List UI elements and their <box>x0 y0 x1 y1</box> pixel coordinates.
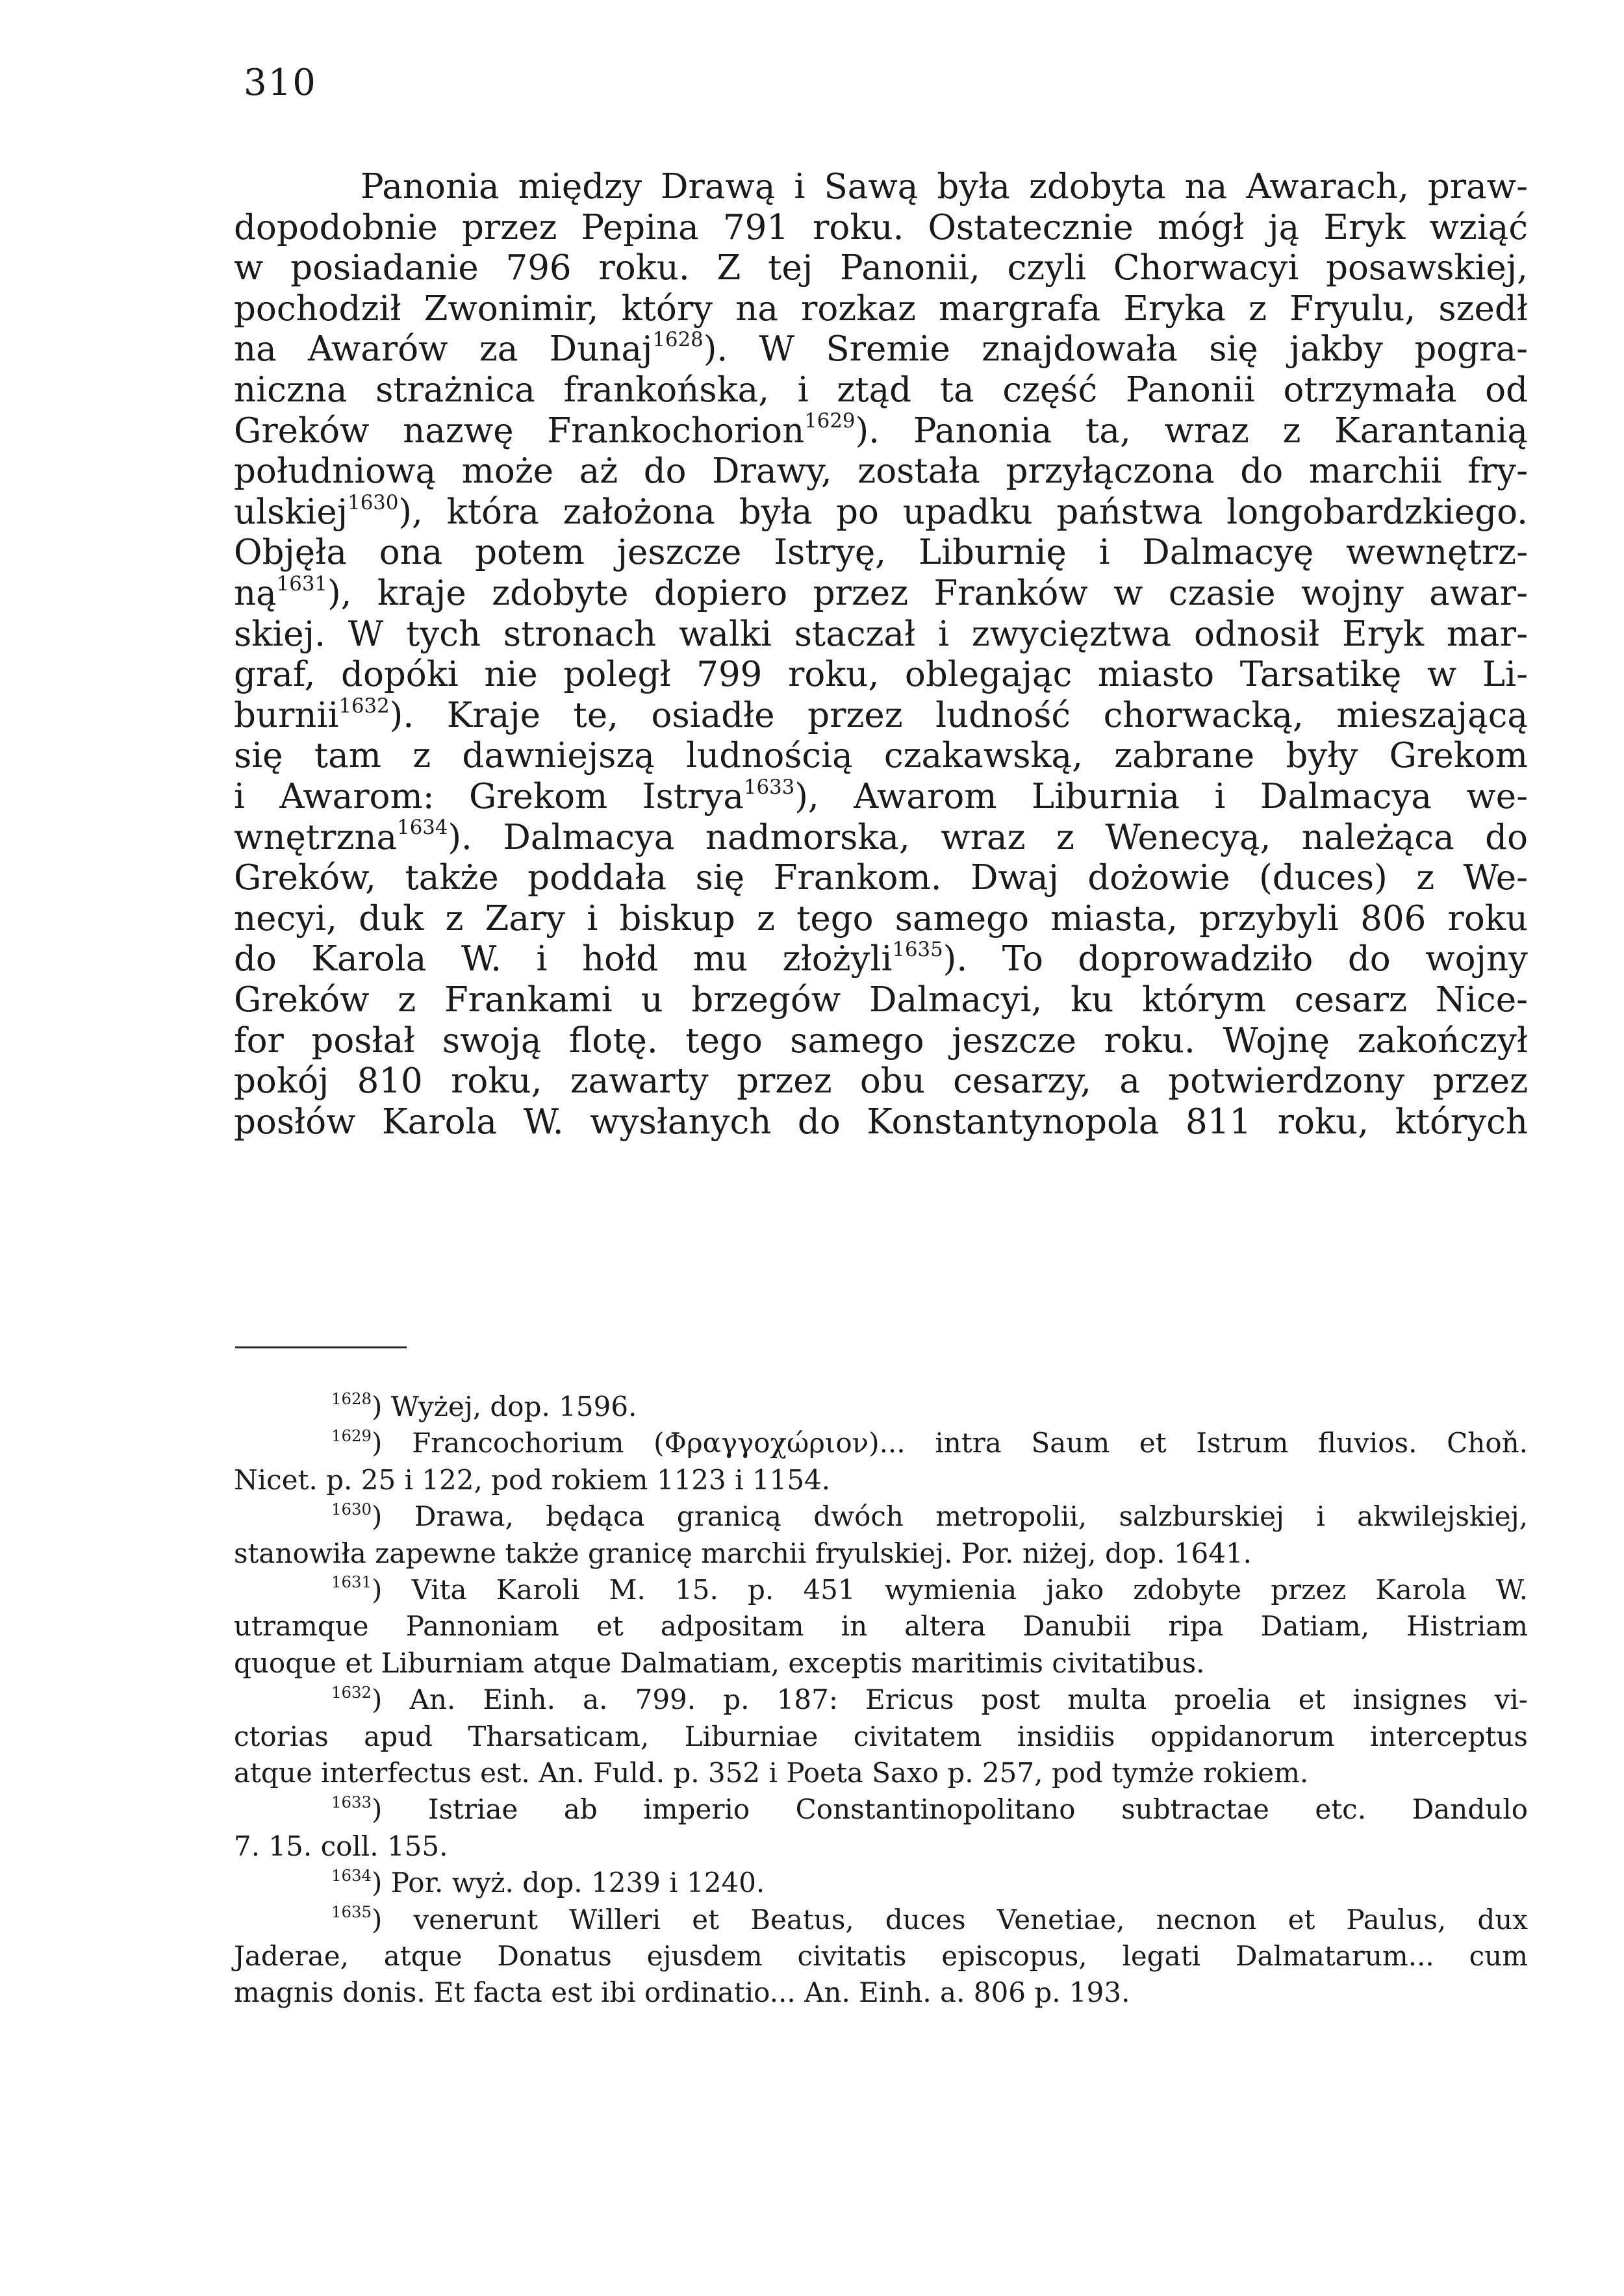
text-segment: Nicet. p. 25 i 122, pod rokiem 1123 i 1154. <box>234 1463 831 1496</box>
body-line <box>234 859 1528 898</box>
fn-line <box>331 1574 1528 1606</box>
footnote-ref: 1635 <box>892 938 943 962</box>
text-segment: południową może aż do Drawy, została przyłączona do marchii fry- <box>234 451 1528 492</box>
body-line <box>234 900 1528 939</box>
body-line <box>234 452 1528 491</box>
footnote-number: 1628 <box>331 1389 372 1409</box>
fn-line <box>331 1904 1528 1936</box>
body-line <box>234 1022 1528 1061</box>
footnote-number: 1631 <box>331 1572 372 1592</box>
body-line <box>234 371 1528 410</box>
page-number: 310 <box>244 62 317 104</box>
body-line <box>361 168 1528 207</box>
text-segment: posłów Karola W. wysłanych do Konstantynopola 811 roku, których <box>234 1102 1528 1142</box>
text-segment: ) Wyżej, dop. 1596. <box>372 1391 637 1422</box>
fn-line <box>234 1977 1130 2008</box>
fn-line <box>234 1831 448 1862</box>
fn-line <box>331 1501 1528 1532</box>
text-segment: do Karola W. i hołd mu złożyli <box>234 939 893 979</box>
text-segment: Greków nazwę Frankochorion <box>234 410 805 451</box>
footnote-ref: 1633 <box>743 775 795 799</box>
text-segment: ), kraje zdobyte dopiero przez Franków w czasie wojny awar- <box>327 574 1528 613</box>
fn-line <box>234 1758 1308 1789</box>
text-segment: burnii <box>234 695 339 735</box>
text-segment: utramque Pannoniam et adpositam in altera Danubii ripa Datiam, Histriam <box>234 1610 1528 1643</box>
footnote-ref: 1628 <box>652 328 704 352</box>
text-segment: Objęła ona potem jeszcze Istryę, Liburnię i Dalmacyę wewnętrz- <box>234 533 1528 573</box>
text-segment: ) Vita Karoli M. 15. p. 451 wymienia jako zdobyte przez Karola W. <box>372 1574 1528 1606</box>
text-segment: ) Drawa, będąca granicą dwóch metropolii, salzburskiej i akwilejskiej, <box>372 1500 1528 1533</box>
text-segment: ) Istriae ab imperio Constantinopolitano subtractae etc. Dandulo <box>372 1793 1528 1826</box>
footnote-number: 1630 <box>331 1499 372 1519</box>
fn-line <box>331 1867 765 1899</box>
text-segment: ). To doprowadziło do wojny <box>943 939 1528 979</box>
fn-line <box>234 1538 1252 1569</box>
text-segment: i Awarom: Grekom Istrya <box>234 777 744 816</box>
text-segment: wnętrzna <box>234 817 398 857</box>
text-segment: magnis donis. Et facta est ibi ordinatio... An. Einh. a. 806 p. 193. <box>234 1976 1130 2009</box>
body-line <box>234 737 1528 776</box>
fn-line <box>331 1684 1528 1715</box>
footnote-separator <box>235 1346 407 1348</box>
text-segment: ), która założona była po upadku państwa longobardzkiego. <box>398 492 1528 532</box>
body-line <box>234 409 1528 451</box>
fn-line <box>234 1465 830 1496</box>
text-segment: pokój 810 roku, zawarty przez obu cesarzy, a potwierdzony przez <box>234 1061 1528 1102</box>
text-segment: ) Francochorium (Φραγγοχώριον)... intra Saum et Istrum fluvios. Choň. <box>372 1427 1528 1459</box>
body-line <box>234 981 1528 1020</box>
footnote-ref: 1632 <box>338 694 390 718</box>
text-segment: w posiadanie 796 roku. Z tej Panonii, czyli Chorwacyi posawskiej, <box>234 248 1528 288</box>
body-line <box>234 290 1528 329</box>
text-segment: niczna strażnica frankońska, i ztąd ta część Panonii otrzymała od <box>234 370 1528 410</box>
footnote-number: 1634 <box>331 1865 372 1885</box>
text-segment: na Awarów za Dunaj <box>234 329 653 370</box>
footnote-ref: 1634 <box>397 816 448 840</box>
text-segment: quoque et Liburniam atque Dalmatiam, exceptis maritimis civitatibus. <box>234 1646 1205 1679</box>
fn-line <box>234 1941 1528 1972</box>
body-line <box>234 615 1528 654</box>
text-segment: stanowiła zapewne także granicę marchii fryulskiej. Por. niżej, dop. 1641. <box>234 1537 1252 1569</box>
text-segment: atque interfectus est. An. Fuld. p. 352 i Poeta Saxo p. 257, pod tymże rokiem. <box>234 1757 1309 1789</box>
text-segment: pochodził Zwonimir, który na rozkaz margrafa Eryka z Fryulu, szedł <box>234 288 1528 329</box>
footnote-number: 1629 <box>331 1426 372 1445</box>
text-segment: ). Panonia ta, wraz z Karantanią <box>855 410 1528 451</box>
fn-line <box>234 1611 1528 1642</box>
text-segment: Greków, także poddała się Frankom. Dwaj dożowie (duces) z We- <box>234 858 1528 898</box>
fn-line <box>234 1721 1528 1752</box>
text-segment: się tam z dawniejszą ludnością czakawską, zabrane były Grekom <box>234 736 1528 776</box>
fn-line <box>331 1391 637 1422</box>
text-segment: ulskiej <box>234 492 348 532</box>
body-line <box>234 249 1528 288</box>
fn-line <box>331 1428 1528 1459</box>
body-line <box>234 574 1528 613</box>
text-segment: ną <box>234 574 277 613</box>
body-line <box>234 940 1528 979</box>
text-segment: ctorias apud Tharsaticam, Liburniae civitatem insidiis oppidanorum interceptus <box>234 1720 1528 1752</box>
body-line <box>234 533 1528 572</box>
body-line <box>234 1062 1528 1101</box>
text-segment: ). Dalmacya nadmorska, wraz z Wenecyą, należąca do <box>448 817 1528 857</box>
footnote-number: 1633 <box>331 1792 372 1811</box>
footnote-ref: 1631 <box>276 572 327 596</box>
text-segment: ) venerunt Willeri et Beatus, duces Venetiae, necnon et Paulus, dux <box>372 1903 1528 1936</box>
footnote-number: 1632 <box>331 1682 372 1702</box>
body-line <box>234 208 1528 247</box>
footnote-ref: 1630 <box>348 490 399 514</box>
text-segment: Greków z Frankami u brzegów Dalmacyi, ku którym cesarz Nice- <box>234 980 1528 1020</box>
body-line <box>234 330 1528 369</box>
fn-line <box>331 1794 1528 1825</box>
text-segment: ). Kraje te, osiadłe przez ludność chorwacką, mieszającą <box>389 695 1528 735</box>
text-segment: necyi, duk z Zary i biskup z tego samego miasta, przybyli 806 roku <box>234 898 1528 939</box>
body-line <box>234 818 1528 857</box>
footnote-ref: 1629 <box>804 409 856 433</box>
body-line <box>234 1103 1528 1142</box>
body-line <box>234 490 1528 532</box>
text-segment: ) An. Einh. a. 799. p. 187: Ericus post multa proelia et insignes vi- <box>372 1684 1528 1716</box>
body-line <box>234 777 1528 816</box>
text-segment: dopodobnie przez Pepina 791 roku. Ostatecznie mógł ją Eryk wziąć <box>234 207 1528 247</box>
body-line <box>234 696 1528 735</box>
text-segment: ) Por. wyż. dop. 1239 i 1240. <box>372 1867 765 1899</box>
text-segment: Panonia między Drawą i Sawą była zdobyta na Awarach, praw- <box>361 167 1528 207</box>
fn-line <box>234 1648 1205 1679</box>
text-segment: ). W Sremie znajdowała się jakby pogra- <box>703 329 1528 370</box>
text-segment: 7. 15. coll. 155. <box>234 1830 448 1862</box>
text-segment: graf, dopóki nie poległ 799 roku, oblegając miasto Tarsatikę w Li- <box>234 655 1528 695</box>
footnote-number: 1635 <box>331 1902 372 1922</box>
body-line <box>234 655 1528 694</box>
text-segment: for posłał swoją flotę. tego samego jeszcze roku. Wojnę zakończył <box>234 1020 1528 1061</box>
text-segment: skiej. W tych stronach walki staczał i zwycięztwa odnosił Eryk mar- <box>234 614 1528 654</box>
text-segment: Jaderae, atque Donatus ejusdem civitatis episcopus, legati Dalmatarum... cum <box>234 1940 1528 1972</box>
text-segment: ), Awarom Liburnia i Dalmacya we- <box>794 777 1528 816</box>
